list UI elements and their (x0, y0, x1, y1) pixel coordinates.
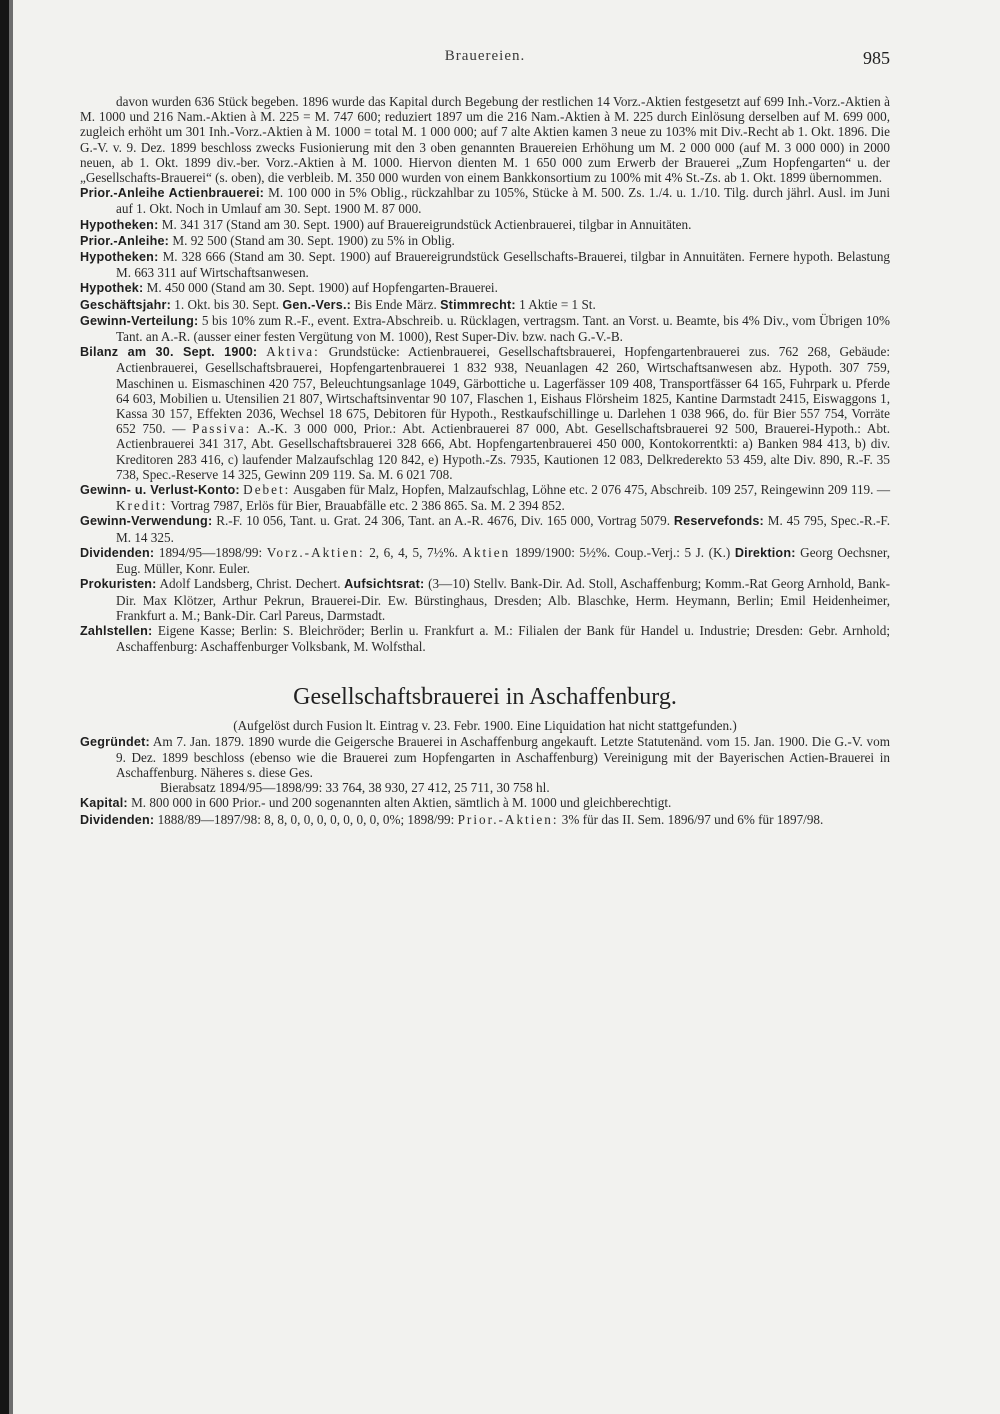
entry-dividenden (80, 545, 890, 576)
entry-zahlstellen (80, 623, 890, 654)
page-body (80, 94, 890, 828)
aktien-label: Aktien (462, 544, 511, 560)
stimmrecht-label: Stimmrecht: (440, 297, 516, 312)
running-title: Brauereien. (444, 48, 526, 64)
entry-dividenden-gesellschaft (80, 812, 890, 828)
gen-vers-label: Gen.-Vers.: (282, 297, 352, 312)
aktiva-label: Aktiva: (266, 344, 320, 360)
bierabsatz-line: Bierabsatz 1894/95—1898/99: 33 764, 38 930, 27 412, 25 711, 30 758 hl. (160, 780, 550, 796)
entry-label: Hypotheken: (80, 250, 159, 265)
prokuristen-text: Adolf Landsberg, Christ. Dechert. (159, 576, 341, 592)
debet-label: Debet: (243, 482, 291, 498)
entry-prior-anleihe (80, 233, 890, 249)
section-title: Gesellschaftsbrauerei in Aschaffenburg. (293, 684, 677, 711)
entry-label: Prior.-Anleihe: (80, 233, 170, 248)
entry-kapital (80, 795, 890, 811)
stimmrecht-text: 1 Aktie = 1 St. (519, 296, 596, 312)
kapital-text: M. 800 000 in 600 Prior.- und 200 sogenannten alten Aktien, sämtlich à M. 1000 und gleichberechtigt. (131, 795, 672, 811)
reservefonds-label: Reservefonds: (673, 514, 764, 529)
entry-text: M. 100 000 in 5% Oblig., rückzahlbar zu 105%, Stücke à M. 500. Zs. 1./4. u. 1./10. Tilg. durch jährl. Ausl. im Juni auf 1. Okt. Noch in Umlauf am 30. Sept. 1900 M. 87 000. (116, 185, 891, 217)
verwendung-label: Gewinn-Verwendung: (80, 514, 213, 529)
entry-hypotheken-gesellschaft (80, 249, 890, 280)
direktion-text: Georg Oechsner, Eug. Müller, Konr. Euler. (116, 544, 891, 577)
entry-prokuristen (80, 576, 890, 623)
entry-label: Prior.-Anleihe Actienbrauerei: (80, 186, 265, 201)
dividenden-label: Dividenden: (80, 545, 155, 560)
debet-text: Ausgaben für Malz, Hopfen, Malzaufschlag, Löhne etc. 2 076 475, Abschreib. 109 257, Reingewinn 209 119. — (292, 482, 891, 498)
entry-gewinn-verteilung (80, 313, 890, 344)
entry-prior-anleihe-actienbrauerei (80, 185, 890, 216)
entry-label: Zahlstellen: (80, 623, 153, 638)
capital-history-paragraph: davon wurden 636 Stück begeben. 1896 wurde das Kapital durch Begebung der restlichen 14 Vorz.-Aktien festgesetzt auf 699 Inh.-Vorz.-Aktien à M. 1000 und 216 Nam.-Aktien à M. 225 = M. 747 600; reduziert 1897 um die 216 Nam.-Aktien à M. 225 durch Einlösung derselben auf M. 699 000, zugleich erhöht um 301 Inh.-Vorz.-Aktien à M. 1000 = total M. 1 000 000; auf 7 alte Aktien kamen 3 neue zu 103% mit Div.-Recht ab 1. Okt. 1896. Die G.-V. v. 9. Dez. 1899 beschloss zwecks Fusionierung mit den 3 oben genannten Brauereien Erhöhung um M. 2 000 000 (auf M. 3 000 000) in 2000 neuen, ab 1. Okt. 1899 div.-ber. Vorz.-Aktien à M. 1000. Hiervon dienten M. 1 650 000 zum Erwerb der Brauerei „Zum Hopfengarten“ u. der „Gesellschafts-Brauerei“ (s. oben), die verbleib. M. 350 000 wurden von einem Bankkonsortium zu 100% mit 4% St.-Zs. ab 1. Okt. 1899 übernommen. (80, 94, 890, 186)
entry-geschaeftsjahr (80, 297, 890, 313)
entry-bilanz (80, 344, 890, 482)
book-binding-edge (0, 0, 9, 1414)
geschaeftsjahr-label: Geschäftsjahr: (80, 297, 171, 312)
entry-label: Hypotheken: (80, 217, 159, 232)
vorz-aktien-label: Vorz.-Aktien: (266, 544, 365, 560)
entry-text: M. 341 317 (Stand am 30. Sept. 1900) auf Brauereigrundstück Actienbrauerei, tilgbar in Annuitäten. (161, 216, 692, 232)
geschaeftsjahr-text: 1. Okt. bis 30. Sept. (174, 296, 280, 312)
entry-hypothek-hopfengarten (80, 280, 890, 296)
aktiva-text: Grundstücke: Actienbrauerei, Gesellschaftsbrauerei, Hopfengartenbrauerei zus. 762 268, Gebäude: Actienbrauerei, Gesellschaftsbrauerei, Hopfengartenbrauerei 1 832 938, Neuanlagen 42 260, Wirtschaftsanwesen abz. Hypoth. 307 759, Maschinen u. Eismaschinen 420 757, Beleuchtungsanlage 1049, Gärbottiche u. Lagerfässer 109 408, Transportfässer 64 165, Fuhrpark u. Pferde 64 603, Mobilien u. Utensilien 21 807, Wirtschaftsinventar 90 107, Flaschen 1, Eishaus Flörsheim 1825, Kantine Darmstadt 2415, Eiswaggons 1, Kassa 30 157, Effekten 2036, Wechsel 18 675, Debitoren für Hypoth., Restkaufschillinge u. Darlehen 1 038 966, do. für Bier 557 754, Vorräte 652 750. — (116, 344, 891, 437)
direktion-label: Direktion: (734, 545, 796, 560)
entry-text: M. 450 000 (Stand am 30. Sept. 1900) auf Hopfengarten-Brauerei. (146, 280, 498, 296)
page-number: 985 (863, 48, 890, 68)
aufsichtsrat-label: Aufsichtsrat: (344, 577, 425, 592)
entry-text: 5 bis 10% zum R.-F., event. Extra-Abschreib. u. Rücklagen, vertragsm. Tant. an Vorst. u. Beamte, bis 4% Div., vom Übrigen 10% Tant. an A.-R. (ausser einer festen Vergütung von M. 1000), Rest Super-Div. bzw. nach G.-V.-B. (116, 312, 891, 345)
passiva-text: A.-K. 3 000 000, Prior.: Abt. Actienbrauerei 87 000, Abt. Gesellschaftsbrauerei 92 500, Brauerei-Hypoth.: Abt. Actienbrauerei 341 317, Abt. Gesellschaftsbrauerei 328 666, Abt. Hopfengartenbrauerei 450 000, Kontokorrentkti: a) Banken 984 413, b) div. Kreditoren 283 416, c) laufender Malzaufschlag 120 842, e) Hypoth.-Zs. 7935, Kautionen 12 083, Delkrederekto 53 459, alte Div. 890, R.-F. 35 738, Spec.-Reserve 14 325, Gewinn 209 119. Sa. M. 6 021 708. (116, 421, 891, 482)
guv-label: Gewinn- u. Verlust-Konto: (80, 483, 240, 498)
vorz-aktien-values: 2, 6, 4, 5, 7½%. (369, 544, 458, 560)
entry-label: Gewinn-Verteilung: (80, 313, 199, 328)
entry-label: Hypothek: (80, 281, 144, 296)
aktien-values: 1899/1900: 5½%. Coup.-Verj.: 5 J. (K.) (514, 544, 731, 560)
kredit-label: Kredit: (116, 498, 168, 514)
passiva-label: Passiva: (192, 421, 252, 437)
entry-hypotheken-actienbrauerei (80, 217, 890, 233)
gegruendet-text: Am 7. Jan. 1879. 1890 wurde die Geigersche Brauerei in Aschaffenburg angekauft. Letzte Statutenänd. vom 15. Jan. 1900. Die G.-V. vom 9. Dez. 1899 beschloss (ebenso wie die Brauerei zum Hopfengarten in Aschaffenburg) Vereinigung mit der Bayerischen Actien-Brauerei in Aschaffenburg. Näheres s. diese Ges. (116, 733, 890, 780)
bilanz-label: Bilanz am 30. Sept. 1900: (80, 345, 258, 360)
entry-text: M. 328 666 (Stand am 30. Sept. 1900) auf Brauereigrundstück Gesellschafts-Brauerei, tilgbar in Annuitäten. Fernere hypoth. Belastung M. 663 311 auf Wirtschaftsanwesen. (116, 249, 891, 281)
section-note: (Aufgelöst durch Fusion lt. Eintrag v. 23. Febr. 1900. Eine Liquidation hat nicht stattgefunden.) (233, 718, 737, 734)
gen-vers-text: Bis Ende März. (354, 296, 437, 312)
reservefonds-text: M. 45 795, Spec.-R.-F. M. 14 325. (116, 513, 890, 545)
dividenden2-label: Dividenden: (80, 812, 155, 827)
kapital-label: Kapital: (80, 796, 128, 811)
entry-text: Eigene Kasse; Berlin: S. Bleichröder; Berlin u. Frankfurt a. M.: Filialen der Bank für Handel u. Industrie; Dresden: Gebr. Arnhold; Aschaffenburg: Aschaffenburger Volksbank, M. Wolfsthal. (116, 622, 891, 655)
entry-gewinn-verlust-konto (80, 482, 890, 513)
entry-gewinn-verwendung (80, 513, 890, 544)
entry-gegruendet (80, 734, 890, 781)
prokuristen-label: Prokuristen: (80, 577, 157, 592)
dividenden2-text-b: 3% für das II. Sem. 1896/97 und 6% für 1897/98. (561, 811, 824, 827)
kredit-text: Vortrag 7987, Erlös für Bier, Brauabfälle etc. 2 386 865. Sa. M. 2 394 852. (170, 498, 565, 514)
aufsichtsrat-text: (3—10) Stellv. Bank-Dir. Ad. Stoll, Aschaffenburg; Komm.-Rat Georg Arnhold, Bank-Dir. Max Klötzer, Arthur Pekrun, Brauerei-Dir. Ew. Bürstinghaus, Dresden; Alb. Blaschke, Herm. Heymann, Berlin; Emil Heidenheimer, Frankfurt a. M.; Bank-Dir. Carl Pareus, Darmstadt. (116, 576, 890, 623)
dividenden-years: 1894/95—1898/99: (158, 544, 263, 560)
prior-aktien-label: Prior.-Aktien: (457, 811, 559, 827)
book-binding-shadow (9, 0, 13, 1414)
entry-text: M. 92 500 (Stand am 30. Sept. 1900) zu 5% in Oblig. (172, 232, 455, 248)
dividenden2-text-a: 1888/89—1897/98: 8, 8, 0, 0, 0, 0, 0, 0, 0, 0%; 1898/99: (157, 811, 455, 827)
gegruendet-label: Gegründet: (80, 734, 150, 749)
running-head (80, 48, 890, 70)
verwendung-text: R.-F. 10 056, Tant. u. Grat. 24 306, Tant. an A.-R. 4676, Div. 165 000, Vortrag 5079. (216, 513, 671, 529)
